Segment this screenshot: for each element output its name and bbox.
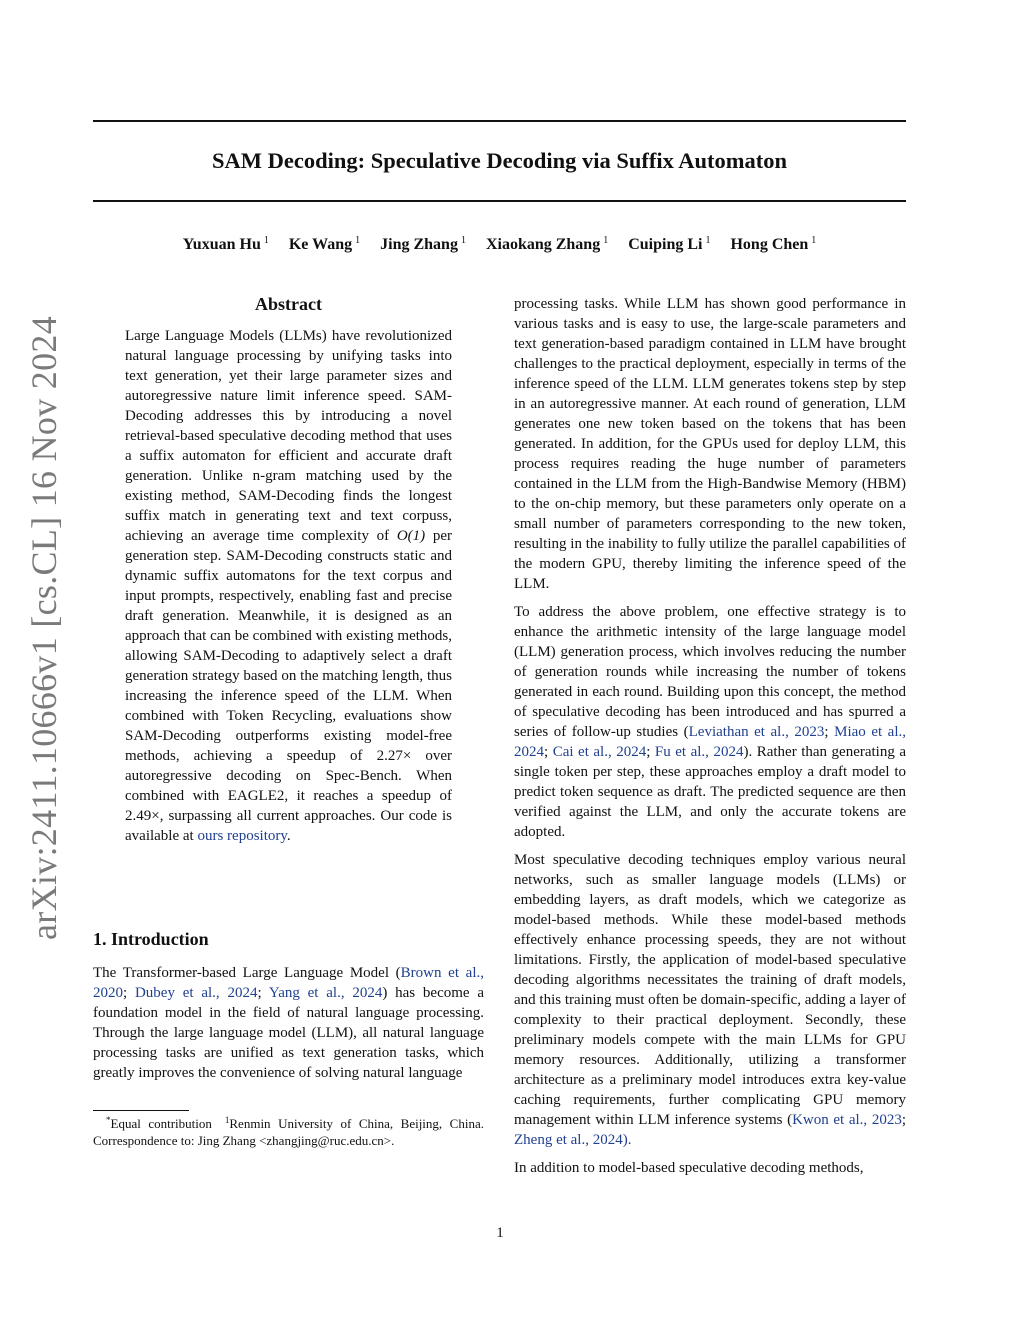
top-rule bbox=[93, 120, 906, 122]
author: Yuxuan Hu $^1$ bbox=[182, 235, 269, 253]
citation-link[interactable]: Miao et al., 2024 bbox=[514, 724, 907, 760]
paragraph: Most speculative decoding techniques employ various neural networks, such as smaller language models (LLMs) or embedding layers, as draft models, which we categorize as model-based methods. While these model-based methods effectively enhance processing speeds, they are not without limitations. Firstly, the application of model-based speculative decoding algorithms necessitates the training of draft models, and this training must often be domain-specific, adding a layer of complexity to their practical deployment. Secondly, these preliminary models compete with the main LLMs for GPU memory resources. Additionally, utilizing a transformer architecture as a preliminary model introduces extra key-value caching requirements, further complicating GPU memory management within LLM inference systems (Kwon et al., 2023; Zheng et al., 2024). bbox=[514, 852, 906, 1148]
section-heading: 1. Introduction bbox=[93, 929, 209, 949]
author: Ke Wang $^1$ bbox=[288, 235, 361, 253]
math-speedup: 2.49× bbox=[125, 808, 160, 824]
paragraph: In addition to model-based speculative decoding methods, bbox=[514, 1160, 864, 1176]
paper-title: SAM Decoding: Speculative Decoding via Suffix Automaton bbox=[211, 148, 787, 173]
intro-paragraph: The Transformer-based Large Language Model (Brown et al., 2020; Dubey et al., 2024; Yang et al., 2024) has become a foundation model in the field of natural language processing. Through the large language model (LLM), all natural language processing tasks are unified as text generation tasks, which greatly improves the convenience of solving natural language bbox=[93, 965, 485, 1081]
author: Jing Zhang $^1$ bbox=[380, 235, 466, 253]
footnote: *Equal contribution $^1$Renmin University of China, Beijing, China. Correspondence to: Jing Zhang <zhangjing@ruc.edu.cn>. bbox=[93, 1115, 484, 1148]
page-number: 1 bbox=[496, 1225, 504, 1241]
intro-paragraph-continued: ) has become a foundation model in the field of natural language processing. Through the large language model (LLM), all natural language processing tasks are unified as text generation tasks, which greatly improves the convenience of solving natural language bbox=[93, 985, 485, 1081]
author-list bbox=[93, 234, 906, 256]
citation-link[interactable]: Zheng et al., 2024 bbox=[514, 1132, 623, 1148]
abstract-text: Large Language Models (LLMs) have revolutionized natural language processing by unifying tasks into text generation, yet their large parameter sizes and autoregressive nature limit inference speed. SAM-Decoding addresses this by introducing a novel retrieval-based speculative decoding method that uses a suffix automaton for efficient and accurate draft generation. Unlike n-gram matching used by the existing method, SAM-Decoding finds the longest suffix match in generating text and text corpuss, achieving an average time complexity of O(1) per generation step. SAM-Decoding constructs static and dynamic suffix automatons for the text corpus and input prompts, respectively, enabling fast and precise draft generation. Meanwhile, it is designed as an approach that can be combined with existing methods, allowing SAM-Decoding to adaptively select a draft generation strategy based on the matching length, thus increasing the inference speed of the LLM. When combined with Token Recycling, evaluations show SAM-Decoding outperforms existing model-free methods, achieving a speedup of 2.27× over autoregressive decoding on Spec-Bench. When combined with EAGLE2, it reaches a speedup of 2.49×, surpassing all current approaches. Our code is available at ours repository. bbox=[125, 328, 453, 844]
title-bottom-rule bbox=[93, 200, 906, 202]
arxiv-identifier: arXiv:2411.10666v1 [cs.CL] 16 Nov 2024 bbox=[24, 316, 64, 940]
footnote-rule bbox=[93, 1110, 189, 1111]
math-complexity: O(1) bbox=[396, 528, 426, 544]
author: Cuiping Li $^1$ bbox=[628, 235, 711, 253]
citation-link[interactable]: Dubey et al., 2024 bbox=[134, 985, 258, 1001]
author: Hong Chen $^1$ bbox=[730, 235, 817, 253]
repository-link[interactable]: ours repository bbox=[197, 828, 287, 844]
paragraph bbox=[514, 294, 906, 594]
citation-link[interactable]: Leviathan et al., 2023 bbox=[688, 724, 825, 740]
author: Xiaokang Zhang $^1$ bbox=[485, 235, 609, 253]
paragraph-continuation: processing tasks. While LLM has shown good performance in various tasks and is easy to use, the large-scale parameters and text generation-based paradigm contained in LLM have brought challenges to the practical deployment, especially in terms of the inference speed of the LLM. LLM generates tokens step by step in an autoregressive manner. At each round of generation, LLM generates one new token based on the tokens that has been generated. In addition, for the GPUs used for deploy LLM, this process requires reading the huge number of parameters contained in the LLM from the High-Bandwise Memory (HBM) to the on-chip memory, but these parameters only operate on a small number of parameters corresponding to the new token, resulting in the inability to fully utilize the parallel capabilities of the modern GPU, thereby limiting the inference speed of the LLM. bbox=[514, 296, 906, 592]
math-speedup: 2.27× bbox=[376, 748, 412, 764]
citation-link[interactable]: Brown et al., 2020 bbox=[93, 965, 484, 1001]
right-column bbox=[514, 294, 906, 1186]
paragraph: To address the above problem, one effective strategy is to enhance the arithmetic intensity of the large language model (LLM) generation process, which involves reducing the number of generation rounds while increasing the number of tokens generated in each round. Building upon this concept, the method of speculative decoding has been introduced and has spurred a series of follow-up studies (Leviathan et al., 2023; Miao et al., 2024; Cai et al., 2024; Fu et al., 2024). Rather than generating a single token per step, these approaches employ a draft model to predict token sequence as draft. The predicted sequence are then verified against the LLM, and only the accurate tokens are adopted. bbox=[514, 604, 907, 840]
citation-link[interactable]: Kwon et al., 2023 bbox=[792, 1112, 902, 1128]
citation-link[interactable]: Cai et al., 2024 bbox=[552, 744, 647, 760]
citation-link[interactable]: Yang et al., 2024 bbox=[268, 985, 383, 1001]
abstract-heading: Abstract bbox=[255, 294, 322, 314]
citation-link[interactable]: Fu et al., 2024 bbox=[654, 744, 744, 760]
